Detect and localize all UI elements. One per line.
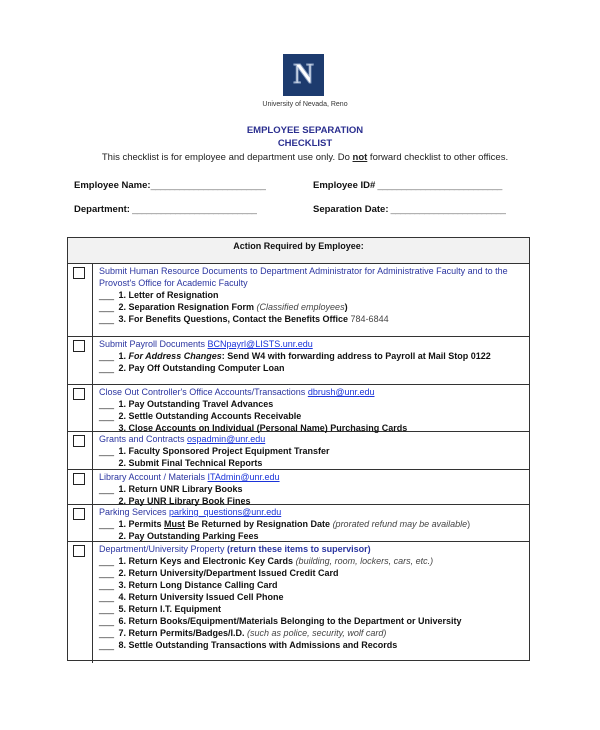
item-text: 4. Return University Issued Cell Phone xyxy=(116,592,284,602)
checklist-item xyxy=(99,639,524,651)
item-blank[interactable]: ___ xyxy=(99,580,115,590)
checkbox-cell xyxy=(68,542,93,663)
item-text: 1. Return UNR Library Books xyxy=(116,484,243,494)
document-subtitle: CHECKLIST xyxy=(277,138,333,149)
checklist-item xyxy=(99,530,524,542)
section-content xyxy=(93,432,529,469)
table-header: Action Required by Employee: xyxy=(68,238,529,264)
section-heading xyxy=(99,386,524,398)
item-text: Must xyxy=(164,519,186,529)
checkbox-cell xyxy=(68,264,93,336)
email-link[interactable]: parking_questions@unr.edu xyxy=(169,507,282,517)
item-text: 8. Settle Outstanding Transactions with Admissions and Records xyxy=(116,640,398,650)
item-blank[interactable]: ___ xyxy=(99,399,115,409)
checklist-item xyxy=(99,457,524,469)
checklist-item xyxy=(99,615,524,627)
item-blank[interactable]: ___ xyxy=(99,628,115,638)
checklist-item xyxy=(99,445,524,457)
item-text: 3. Return Long Distance Calling Card xyxy=(116,580,278,590)
item-text: 1. Permits xyxy=(116,519,165,529)
section-checkbox[interactable] xyxy=(73,267,85,279)
item-text: (such as police, security, wolf card) xyxy=(247,628,387,638)
item-text: Be Returned by Resignation Date xyxy=(185,519,333,529)
section-checkbox[interactable] xyxy=(73,508,85,520)
section-heading xyxy=(99,471,524,483)
email-link[interactable]: dbrush@unr.edu xyxy=(307,387,375,397)
checklist-section xyxy=(68,385,529,432)
item-blank[interactable]: ___ xyxy=(99,302,115,312)
checklist-item xyxy=(99,362,524,374)
employee-name-field[interactable] xyxy=(74,180,265,191)
item-text: 5. Return I.T. Equipment xyxy=(116,604,222,614)
item-text: 1. Faculty Sponsored Project Equipment Transfer xyxy=(116,446,330,456)
document-title: EMPLOYEE SEPARATION xyxy=(246,125,364,136)
item-text: 1. Pay Outstanding Travel Advances xyxy=(116,399,274,409)
intro-after: forward checklist to other offices. xyxy=(367,152,509,163)
checklist-item xyxy=(99,591,524,603)
item-blank[interactable]: ___ xyxy=(99,484,115,494)
item-blank[interactable]: ___ xyxy=(99,446,115,456)
field-blank[interactable]: ________________________ xyxy=(150,180,266,191)
section-content xyxy=(93,264,529,336)
item-text: 2. Settle Outstanding Accounts Receivable xyxy=(116,411,302,421)
item-text: : Send W4 with forwarding address to Payroll at Mail Stop 0122 xyxy=(221,351,491,361)
item-blank[interactable]: ___ xyxy=(99,290,115,300)
checklist-item xyxy=(99,398,524,410)
item-text: ) xyxy=(467,519,471,529)
checkbox-cell xyxy=(68,432,93,469)
table-body xyxy=(68,264,529,663)
checklist-item xyxy=(99,289,524,301)
section-content xyxy=(93,542,529,663)
section-content xyxy=(93,470,529,504)
section-content xyxy=(93,337,529,384)
field-label: Employee ID# xyxy=(313,180,376,191)
department-field[interactable] xyxy=(74,204,256,215)
item-text: 2. Return University/Department Issued Credit Card xyxy=(116,568,339,578)
heading-text: Close Out Controller's Office Accounts/Transactions xyxy=(99,387,308,397)
item-text: For Address Changes xyxy=(128,351,222,361)
item-blank[interactable]: ___ xyxy=(99,314,115,324)
email-link[interactable]: ITAdmin@unr.edu xyxy=(207,472,280,482)
checklist-item xyxy=(99,567,524,579)
section-heading xyxy=(99,265,524,289)
intro-before: This checklist is for employee and department use only. Do xyxy=(101,152,353,163)
heading-text: Submit Human Resource Documents to Department Administrator for Administrative Faculty and to the Provost's Office for Academic Faculty xyxy=(99,266,508,288)
field-blank[interactable]: __________________________ xyxy=(375,180,502,191)
item-text: 1. Return Keys and Electronic Key Cards xyxy=(116,556,296,566)
email-link[interactable]: BCNpayrl@LISTS.unr.edu xyxy=(207,339,313,349)
item-blank[interactable]: ___ xyxy=(99,604,115,614)
section-content xyxy=(93,385,529,431)
heading-text: (return these items to supervisor) xyxy=(227,544,371,554)
item-text: 1. xyxy=(116,351,129,361)
checklist-item xyxy=(99,483,524,495)
item-blank[interactable]: ___ xyxy=(99,592,115,602)
checklist-section xyxy=(68,542,529,663)
separation-date-field[interactable] xyxy=(313,204,505,215)
item-text: 7. Return Permits/Badges/I.D. xyxy=(116,628,248,638)
item-blank[interactable]: ___ xyxy=(99,556,115,566)
field-label: Separation Date: xyxy=(313,204,389,215)
item-blank[interactable]: ___ xyxy=(99,519,115,529)
checklist-item xyxy=(99,627,524,639)
item-text: (prorated refund may be available xyxy=(332,519,468,529)
checklist-item xyxy=(99,603,524,615)
heading-text: Grants and Contracts xyxy=(99,434,188,444)
intro-emphasis: not xyxy=(352,152,368,163)
item-text: 2. Pay UNR Library Book Fines xyxy=(116,496,251,506)
checklist-item xyxy=(99,350,524,362)
item-blank[interactable]: ___ xyxy=(99,568,115,578)
item-text: 2. Pay Outstanding Parking Fees xyxy=(116,531,259,541)
employee-id-field[interactable] xyxy=(313,180,502,191)
item-text: 784-6844 xyxy=(350,314,389,324)
item-text: 3. For Benefits Questions, Contact the Benefits Office xyxy=(116,314,351,324)
item-blank[interactable]: ___ xyxy=(99,363,115,373)
item-blank[interactable]: ___ xyxy=(99,616,115,626)
checkbox-cell xyxy=(68,337,93,384)
email-link[interactable]: ospadmin@unr.edu xyxy=(187,434,266,444)
section-checkbox[interactable] xyxy=(73,473,85,485)
checklist-section xyxy=(68,432,529,470)
checkbox-cell xyxy=(68,470,93,504)
section-checkbox[interactable] xyxy=(73,435,85,447)
heading-text: Library Account / Materials xyxy=(99,472,208,482)
checklist-item xyxy=(99,579,524,591)
checklist-item xyxy=(99,313,524,325)
section-checkbox[interactable] xyxy=(73,340,85,352)
checklist-section xyxy=(68,470,529,505)
checklist-item xyxy=(99,410,524,422)
item-text: 6. Return Books/Equipment/Materials Belonging to the Department or University xyxy=(116,616,462,626)
item-text: ) xyxy=(344,302,348,312)
checklist-item xyxy=(99,555,524,567)
checklist-item xyxy=(99,518,524,530)
section-checkbox[interactable] xyxy=(73,388,85,400)
checkbox-cell xyxy=(68,505,93,541)
heading-text: Department/University Property xyxy=(99,544,228,554)
checklist-section xyxy=(68,337,529,385)
section-heading xyxy=(99,543,524,555)
checklist-item xyxy=(99,301,524,313)
field-blank[interactable]: __________________________ xyxy=(129,204,257,215)
checkbox-cell xyxy=(68,385,93,431)
checklist-section xyxy=(68,505,529,542)
checklist-table xyxy=(67,237,530,661)
logo-letter: N xyxy=(293,59,314,90)
item-blank[interactable]: ___ xyxy=(99,411,115,421)
section-heading xyxy=(99,338,524,350)
section-checkbox[interactable] xyxy=(73,545,85,557)
item-text: 2. Separation Resignation Form xyxy=(116,302,257,312)
section-content xyxy=(93,505,529,541)
checklist-section xyxy=(68,264,529,337)
item-text: 1. Letter of Resignation xyxy=(116,290,219,300)
section-heading xyxy=(99,506,524,518)
item-text: 2. Submit Final Technical Reports xyxy=(116,458,263,468)
section-heading xyxy=(99,433,524,445)
item-text: 2. Pay Off Outstanding Computer Loan xyxy=(116,363,285,373)
field-blank[interactable]: ________________________ xyxy=(388,204,506,215)
university-logo xyxy=(283,54,324,96)
heading-text: Parking Services xyxy=(99,507,170,517)
item-blank[interactable]: ___ xyxy=(99,351,115,361)
field-label: Department: xyxy=(74,204,130,215)
item-blank[interactable]: ___ xyxy=(99,640,115,650)
field-label: Employee Name: xyxy=(74,180,151,191)
item-text: (building, room, lockers, cars, etc.) xyxy=(295,556,434,566)
item-text: 3. Close Accounts on Individual (Personal Name) Purchasing Cards xyxy=(116,423,408,433)
item-text: (Classified employees xyxy=(256,302,345,312)
heading-text: Submit Payroll Documents xyxy=(99,339,208,349)
intro-text xyxy=(0,152,600,163)
logo-caption: University of Nevada, Reno xyxy=(262,101,348,108)
